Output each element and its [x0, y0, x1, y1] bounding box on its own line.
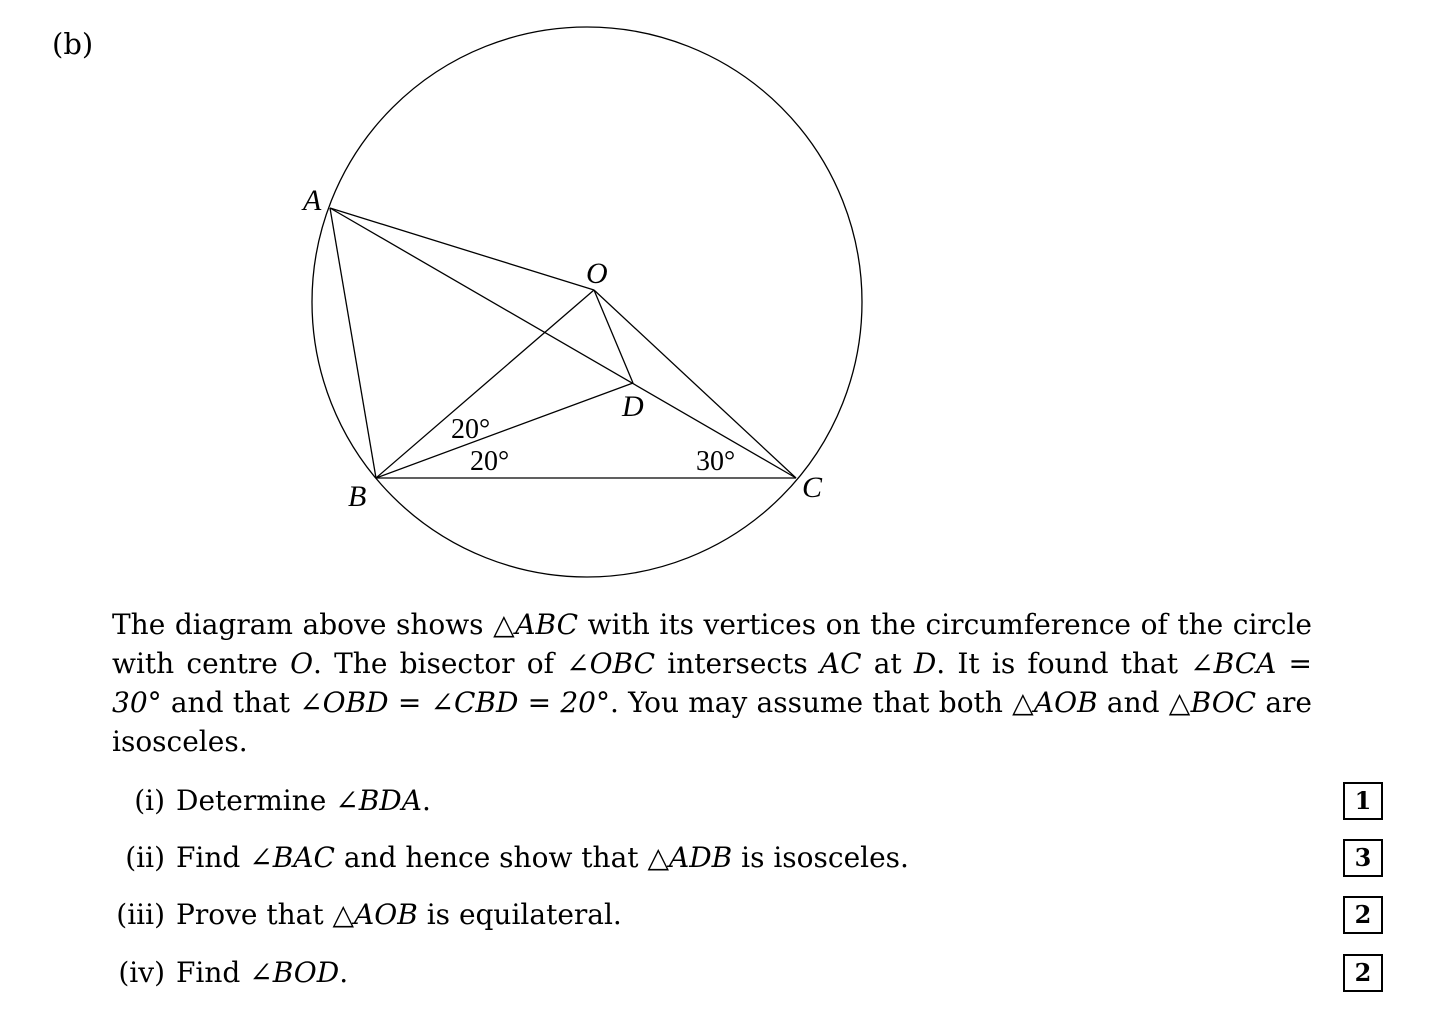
- question-text: Find ∠BAC and hence show that △ADB is isosceles.: [176, 841, 909, 874]
- math-angle-obd-cbd: ∠OBD = ∠CBD = 20°: [299, 686, 610, 719]
- marks-box: 2: [1343, 954, 1383, 992]
- angle-label-cbd: 20°: [470, 446, 510, 477]
- segment-oc: [594, 290, 796, 478]
- marks-box: 3: [1343, 839, 1383, 877]
- angle-label-bca: 30°: [696, 446, 736, 477]
- question-text: Find ∠BOD.: [176, 956, 349, 989]
- math-angle-bca: ∠BCA = 30°: [112, 647, 1313, 719]
- math-segment-ac: AC: [819, 647, 862, 680]
- question-iii: [0, 895, 1438, 935]
- math-centre-o: O: [290, 647, 314, 680]
- math-point-d: D: [913, 647, 937, 680]
- math-triangle-aob: △AOB: [1012, 686, 1098, 719]
- segment-ac: [330, 208, 796, 478]
- question-text: Determine ∠BDA.: [176, 784, 431, 817]
- marks-box: 1: [1343, 782, 1383, 820]
- question-number: (i): [134, 784, 165, 817]
- marks-box: 2: [1343, 896, 1383, 934]
- math-angle-obc: ∠OBC: [566, 647, 656, 680]
- question-i: [0, 781, 1438, 821]
- question-iv: [0, 953, 1438, 993]
- question-number: (iv): [118, 956, 165, 989]
- point-label-b: B: [348, 480, 367, 513]
- circumcircle: [312, 27, 862, 577]
- segment-ab: [330, 208, 376, 478]
- point-label-c: C: [802, 471, 823, 504]
- angle-label-obd: 20°: [451, 414, 491, 445]
- question-number: (iii): [116, 898, 165, 931]
- question-ii: [0, 838, 1438, 878]
- math-triangle-boc: △BOC: [1168, 686, 1257, 719]
- segment-ao: [330, 208, 594, 290]
- point-label-a: A: [303, 184, 322, 217]
- point-label-o: O: [586, 257, 608, 290]
- segment-od: [594, 290, 633, 383]
- question-text: Prove that △AOB is equilateral.: [176, 898, 622, 931]
- point-label-d: D: [622, 390, 644, 423]
- problem-statement: The diagram above shows △ABC with its vertices on the circumference of the circle with centre O. The bisector of ∠OBC intersects AC at D. It is found that ∠BCA = 30° and that ∠OBD = ∠CBD = 20°. You may assume that both △AOB and △BOC are isosceles.: [112, 608, 1313, 758]
- math-triangle-abc: △ABC: [493, 608, 579, 641]
- question-number: (ii): [125, 841, 165, 874]
- part-label: (b): [52, 27, 94, 61]
